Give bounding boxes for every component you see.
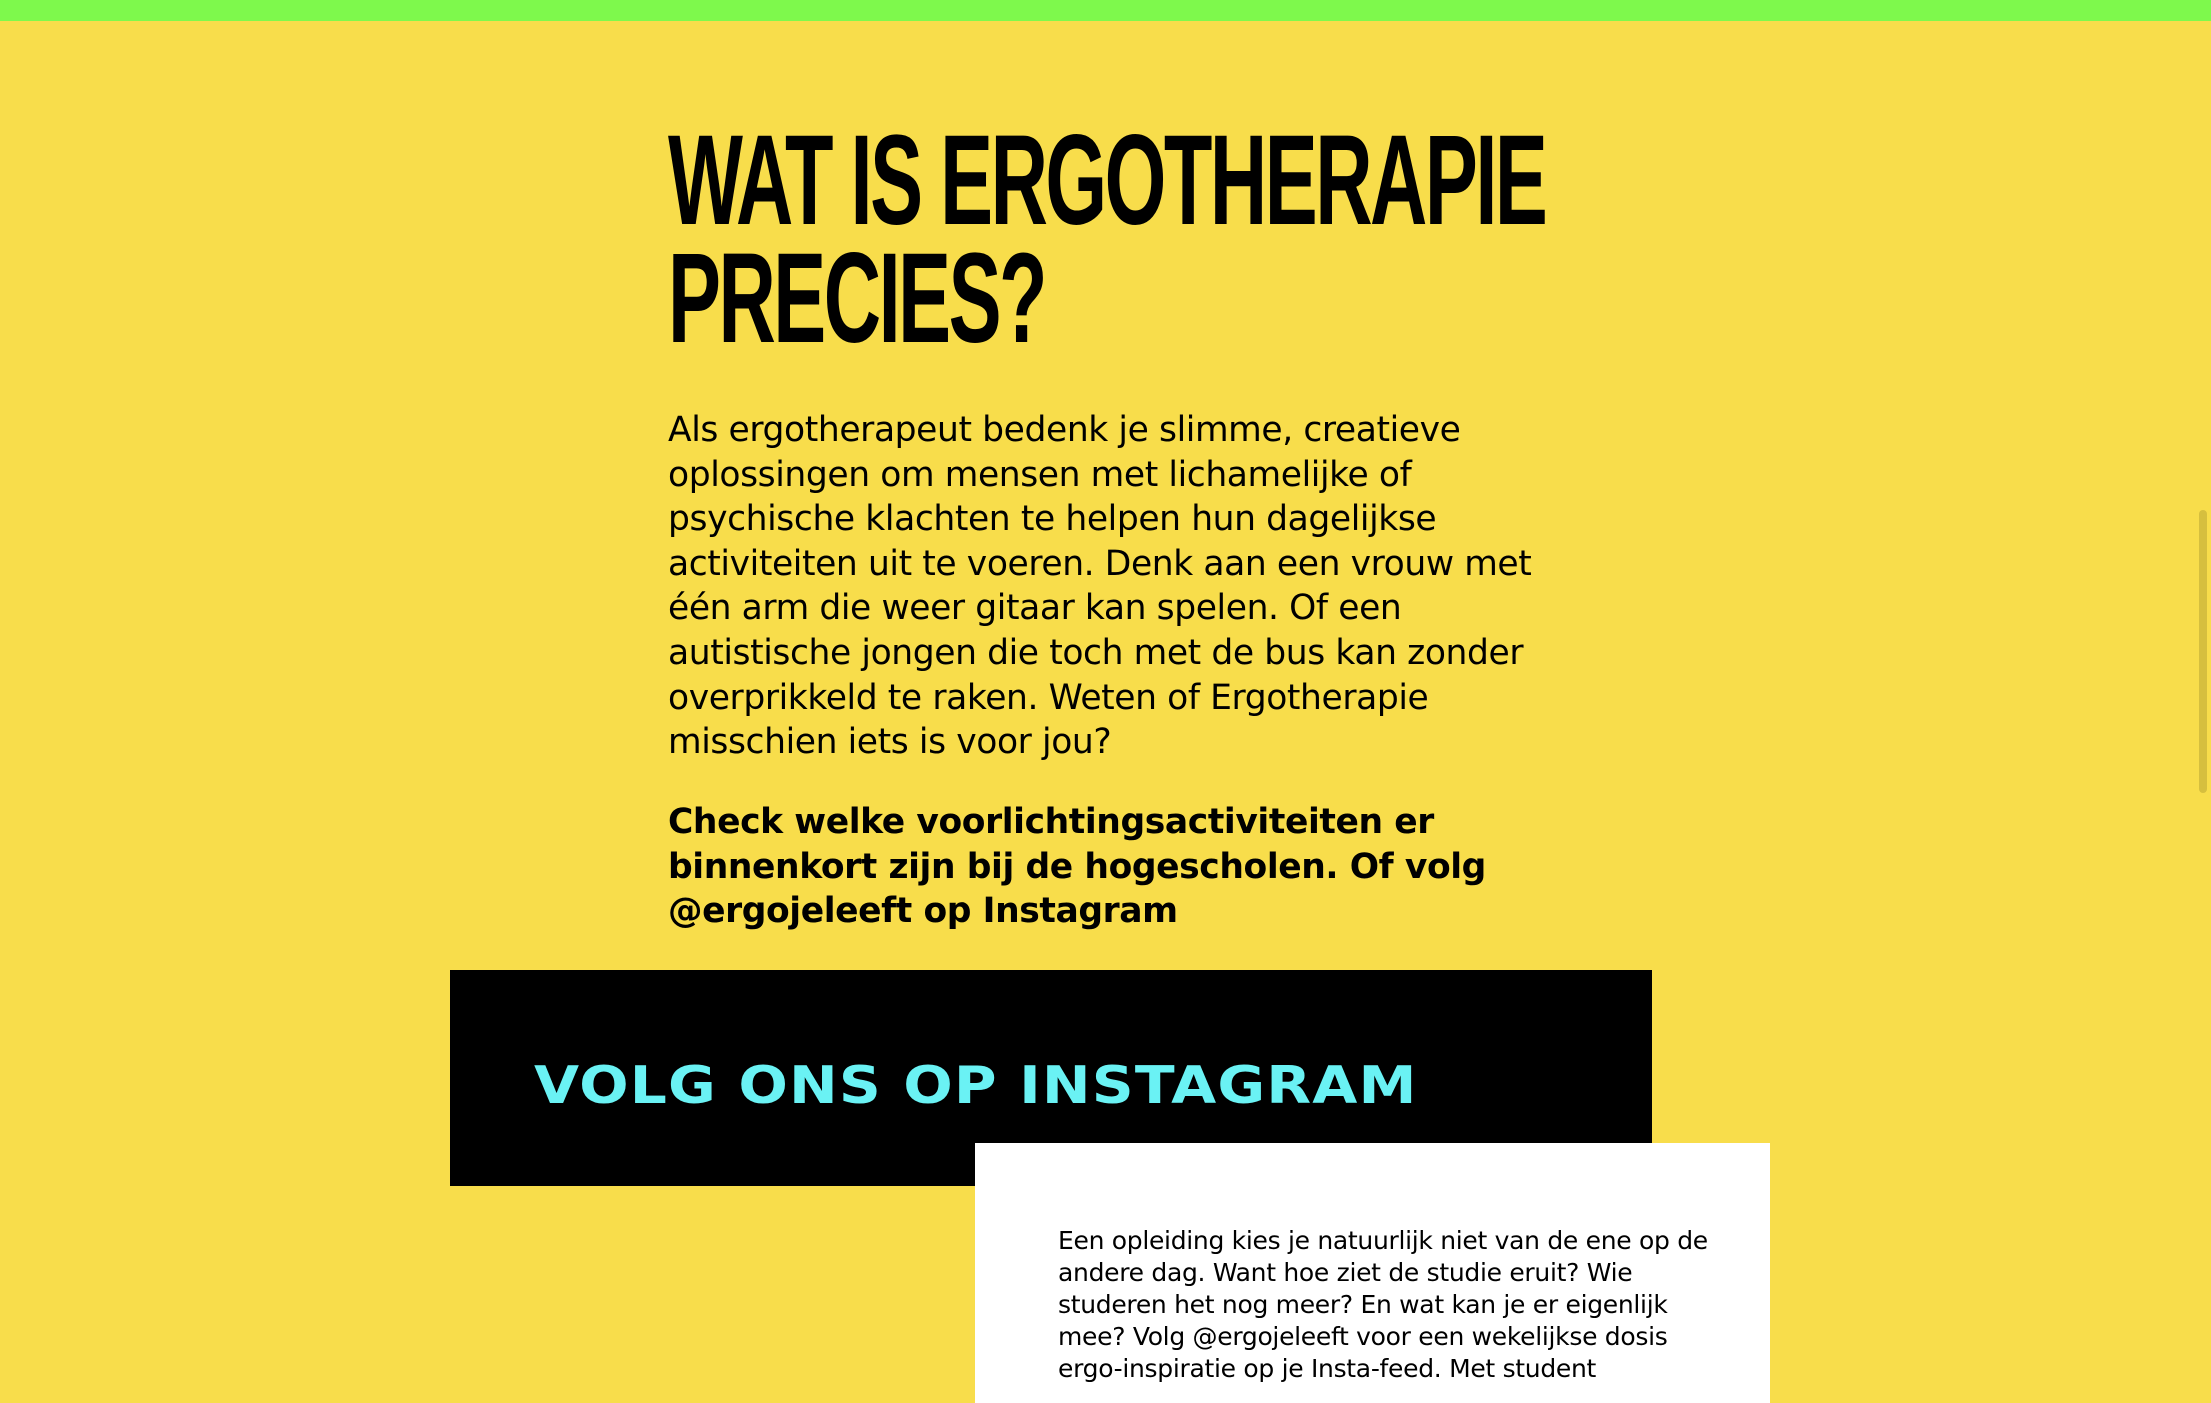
hero-section [668, 109, 1548, 370]
instagram-heading: VOLG ONS OP INSTAGRAM [534, 1056, 1418, 1116]
intro-paragraph: Als ergotherapeut bedenk je slimme, creatieve oplossingen om mensen met lichamelijke of psychische klachten te helpen hun dagelijkse activiteiten uit te voeren. Denk aan een vrouw met één arm die weer gitaar kan spelen. Of een autistische jongen die toch met de bus kan zonder overprikkeld te raken. Weten of Ergotherapie misschien iets is voor jou? [668, 410, 1532, 763]
page-title-line-1: WAT IS ERGOTHERAPIE [668, 109, 1546, 252]
page-title-line-2: PRECIES? [668, 227, 1046, 370]
instagram-card-text: Een opleiding kies je natuurlijk niet van de ene op de andere dag. Want hoe ziet de studie eruit? Wie studeren het nog meer? En wat kan je er eigenlijk mee? Volg @ergojeleeft voor een wekelijkse dosis ergo-inspiratie op je Insta-feed. Met student [1058, 1226, 1708, 1383]
activities-cta-text: Check welke voorlichtingsactiviteiten er binnenkort zijn bij de hogescholen. Of volg @ergojeleeft op Instagram [668, 802, 1486, 932]
top-accent-bar [0, 0, 2211, 21]
instagram-info-card [975, 1143, 1770, 1403]
page-scrollbar-thumb[interactable] [2199, 510, 2207, 793]
page-title [668, 109, 1546, 370]
